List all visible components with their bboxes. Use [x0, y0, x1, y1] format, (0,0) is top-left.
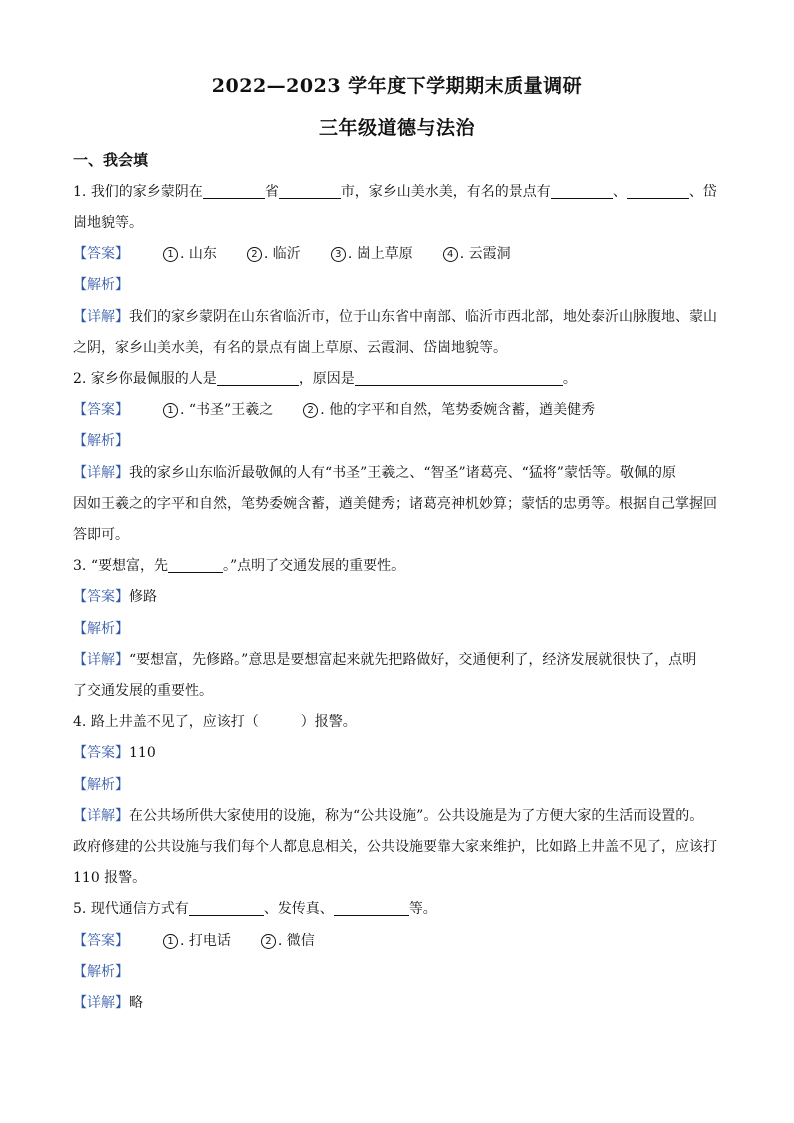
question-text: 。”点明了交通发展的重要性。: [222, 558, 406, 574]
detail-text: 我的家乡山东临沂最敬佩的人有“书圣”王羲之、“智圣”诸葛亮、“猛将”蒙恬等。敬佩的原: [129, 465, 676, 481]
analysis-tag: 【解析】: [73, 621, 129, 637]
answer-text: . “书圣”王羲之: [180, 402, 274, 418]
circled-number: 1: [163, 934, 178, 949]
answer-text: . 打电话: [180, 933, 231, 949]
question-1-cont: 崮地貌等。: [73, 215, 143, 231]
detail-tag: 【详解】: [73, 995, 129, 1011]
question-2: [73, 370, 723, 388]
answer-text: . 临沂: [263, 246, 301, 262]
question-text: 等。: [408, 901, 437, 917]
analysis-row: [73, 620, 723, 638]
detail-tag: 【详解】: [73, 309, 129, 325]
question-5: [73, 900, 723, 918]
answer-text: . 山东: [180, 246, 217, 262]
question-text: 。: [562, 371, 577, 387]
detail-row: [73, 308, 723, 326]
question-4: [73, 713, 723, 731]
question-number: 1.: [73, 184, 91, 200]
answer-tag: 【答案】: [73, 745, 129, 761]
answer-item: [303, 402, 595, 418]
answer-row: [73, 744, 723, 762]
detail-text: 答即可。: [73, 527, 129, 543]
answer-text: 修路: [129, 589, 157, 605]
answer-text: . 云霞洞: [459, 246, 511, 262]
detail-tag: 【详解】: [73, 465, 129, 481]
detail-text: 了交通发展的重要性。: [73, 683, 213, 699]
detail-text: 因如王羲之的字平和自然，笔势委婉含蓄，遒美健秀；诸葛亮神机妙算；蒙恬的忠勇等。根据自己掌握回: [73, 496, 717, 512]
analysis-row: [73, 776, 723, 794]
answer-row: [73, 245, 723, 263]
analysis-tag: 【解析】: [73, 433, 129, 449]
answer-item: [443, 246, 511, 262]
question-text: 家乡你最佩服的人是: [90, 371, 217, 387]
answer-text: . 崮上草原: [347, 246, 413, 262]
question-number: 5.: [73, 901, 91, 917]
circled-number: 1: [163, 247, 178, 262]
answer-row: [73, 588, 723, 606]
analysis-row: [73, 432, 723, 450]
analysis-tag: 【解析】: [73, 964, 129, 980]
question-3: [73, 557, 723, 575]
answer-blank[interactable]: [217, 371, 299, 386]
question-text: ，原因是: [298, 371, 355, 387]
question-text: “要想富，先: [90, 558, 168, 574]
answer-row: [73, 401, 723, 419]
answer-item: [247, 246, 301, 262]
circled-number: 2: [303, 403, 318, 418]
answer-text: . 微信: [277, 933, 315, 949]
answer-blank[interactable]: [203, 184, 265, 199]
answer-item: [163, 933, 231, 949]
circled-number: 4: [443, 247, 458, 262]
detail-tag: 【详解】: [73, 808, 129, 824]
question-text: 市，家乡山美水美，有名的景点有: [340, 184, 551, 200]
question-text: 、: [612, 184, 627, 200]
detail-tag: 【详解】: [73, 652, 129, 668]
question-text: 我们的家乡蒙阴在: [90, 184, 203, 200]
answer-blank[interactable]: [168, 558, 223, 573]
answer-blank[interactable]: [551, 184, 613, 199]
answer-row: [73, 932, 723, 950]
answer-tag: 【答案】: [73, 933, 129, 949]
detail-row: [73, 464, 723, 482]
answer-item: [331, 246, 413, 262]
detail-row: [73, 994, 723, 1012]
analysis-row: [73, 276, 723, 294]
answer-blank[interactable]: [334, 901, 409, 916]
question-text: 、发传真、: [263, 901, 334, 917]
answer-item: [261, 933, 315, 949]
circled-number: 2: [247, 247, 262, 262]
page-subtitle: 三年级道德与法治: [318, 117, 475, 139]
answer-blank[interactable]: [279, 184, 341, 199]
analysis-row: [73, 963, 723, 981]
answer-blank[interactable]: [355, 371, 563, 386]
circled-number: 3: [331, 247, 346, 262]
detail-text: 政府修建的公共设施与我们每个人都息息相关，公共设施要靠大家来维护，比如路上井盖不见了，应该打: [73, 839, 717, 855]
answer-item: [163, 246, 217, 262]
detail-text: 在公共场所供大家使用的设施，称为“公共设施”。公共设施是为了方便大家的生活而设置的。: [129, 808, 704, 824]
answer-text: . 他的字平和自然，笔势委婉含蓄，遒美健秀: [320, 402, 596, 418]
answer-item: [163, 402, 273, 418]
detail-text: 之阴，家乡山美水美，有名的景点有崮上草原、云霞洞、岱崮地貌等。: [73, 340, 507, 356]
detail-text: “要想富，先修路。”意思是要想富起来就先把路做好，交通便利了，经济发展就很快了，点明: [129, 652, 697, 668]
answer-text: 110: [129, 745, 156, 761]
answer-blank[interactable]: [627, 184, 689, 199]
detail-row: [73, 651, 723, 669]
question-number: 3.: [73, 558, 91, 574]
question-number: 2.: [73, 371, 91, 387]
section-heading: 一、我会填: [73, 151, 149, 169]
question-text: 路上井盖不见了，应该打（ ）报警。: [90, 714, 357, 730]
page-title: 2022—2023 学年度下学期期末质量调研: [211, 75, 583, 97]
question-text: 、岱: [688, 184, 717, 200]
question-text: 省: [264, 184, 279, 200]
analysis-tag: 【解析】: [73, 277, 129, 293]
detail-row: [73, 807, 723, 825]
answer-tag: 【答案】: [73, 246, 129, 262]
answer-tag: 【答案】: [73, 402, 129, 418]
circled-number: 2: [261, 934, 276, 949]
circled-number: 1: [163, 403, 178, 418]
detail-text: 我们的家乡蒙阴在山东省临沂市，位于山东省中南部、临沂市西北部，地处泰沂山脉腹地、蒙山: [129, 309, 717, 325]
detail-text: 略: [129, 995, 143, 1011]
question-number: 4.: [73, 714, 91, 730]
question-text: 现代通信方式有: [90, 901, 189, 917]
detail-text: 110 报警。: [73, 870, 147, 886]
answer-blank[interactable]: [189, 901, 264, 916]
question-1: [73, 183, 723, 201]
analysis-tag: 【解析】: [73, 777, 129, 793]
answer-tag: 【答案】: [73, 589, 129, 605]
